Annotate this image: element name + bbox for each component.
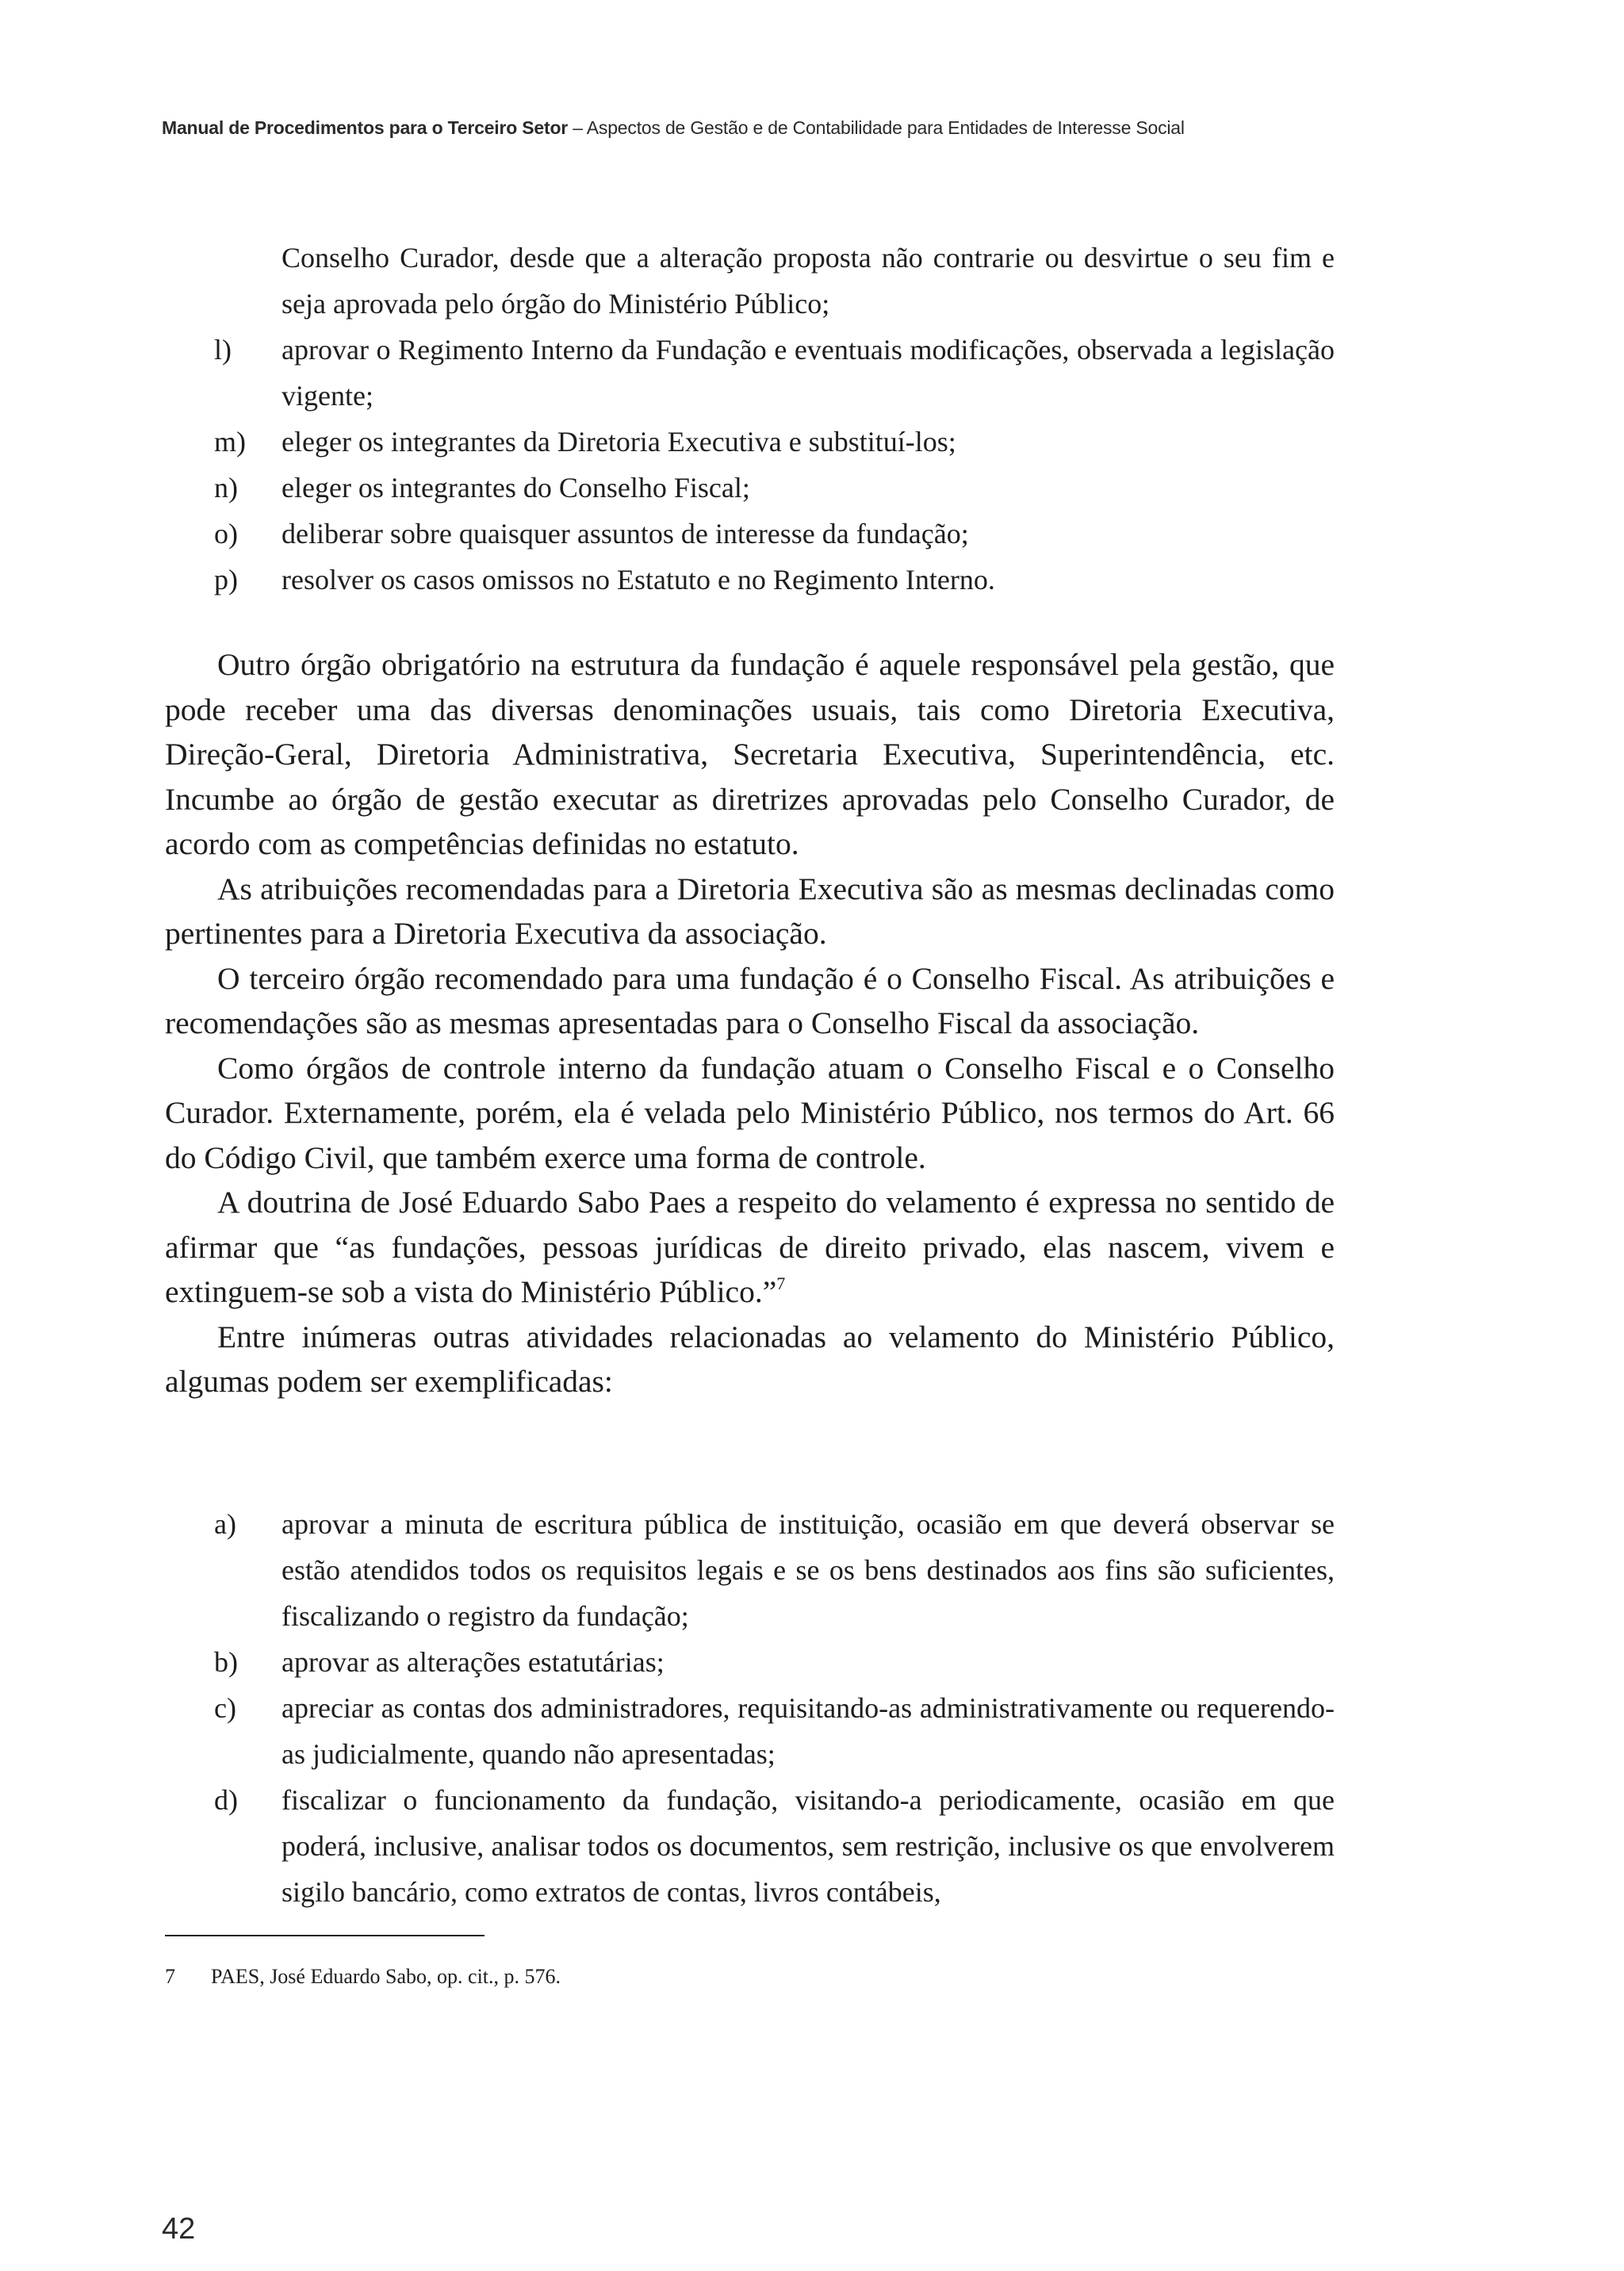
footnote-divider — [165, 1935, 485, 1936]
list-item-text: eleger os integrantes do Conselho Fiscal; — [282, 472, 750, 504]
running-header — [162, 117, 1478, 139]
list-item — [165, 1777, 1335, 1915]
list-item-text: eleger os integrantes da Diretoria Executiva e substituí-los; — [282, 426, 956, 458]
list-marker: n) — [214, 472, 238, 504]
header-title: Manual de Procedimentos para o Terceiro Setor — [162, 117, 569, 138]
footnote-reference[interactable]: 7 — [776, 1273, 786, 1293]
footnote — [165, 1963, 561, 1990]
list-item-text: deliberar sobre quaisquer assuntos de interesse da fundação; — [282, 518, 969, 550]
list-item — [165, 327, 1335, 419]
list-marker: c) — [214, 1692, 236, 1724]
list-item — [165, 1685, 1335, 1777]
list-item — [165, 1501, 1335, 1639]
competencies-list — [165, 235, 1335, 603]
list-item-continuation — [165, 235, 1335, 327]
paragraph: Entre inúmeras outras atividades relacionadas ao velamento do Ministério Público, algumas podem ser exemplificadas: — [165, 1319, 1335, 1399]
list-item-text: aprovar o Regimento Interno da Fundação e eventuais modificações, observada a legislação vigente; — [282, 334, 1335, 412]
list-marker: p) — [214, 564, 238, 596]
list-item — [165, 511, 1335, 557]
paragraph: Outro órgão obrigatório na estrutura da fundação é aquele responsável pela gestão, que pode receber uma das diversas denominações usuais, tais como Diretoria Executiva, Direção-Geral, Diretoria Administrativa, Secretaria Executiva, Superintendência, etc. Incumbe ao órgão de gestão executar as diretrizes aprovadas pelo Conselho Curador, de acordo com as competências definidas no estatuto. — [165, 647, 1335, 861]
list-item-text: aprovar a minuta de escritura pública de instituição, ocasião em que deverá observar se estão atendidos todos os requisitos legais e se os bens destinados aos fins são suficientes, fiscalizando o registro da fundação; — [282, 1508, 1335, 1632]
paragraph: O terceiro órgão recomendado para uma fundação é o Conselho Fiscal. As atribuições e recomendações são as mesmas apresentadas para o Conselho Fiscal da associação. — [165, 960, 1335, 1040]
paragraph: Como órgãos de controle interno da fundação atuam o Conselho Fiscal e o Conselho Curador. Externamente, porém, ela é velada pelo Ministério Público, nos termos do Art. 66 do Código Civil, que também exerce uma forma de controle. — [165, 1050, 1335, 1175]
body-text — [165, 642, 1335, 1404]
list-item-text: resolver os casos omissos no Estatuto e no Regimento Interno. — [282, 564, 995, 596]
list-item — [165, 557, 1335, 603]
list-item — [165, 465, 1335, 511]
list-item-text: fiscalizar o funcionamento da fundação, visitando-a periodicamente, ocasião em que poderá, inclusive, analisar todos os documentos, sem restrição, inclusive os que envolverem sigilo bancário, como extratos de contas, livros contábeis, — [282, 1784, 1335, 1908]
list-marker: d) — [214, 1784, 238, 1816]
paragraph: As atribuições recomendadas para a Diretoria Executiva são as mesmas declinadas como pertinentes para a Diretoria Executiva da associação. — [165, 871, 1335, 951]
list-marker: b) — [214, 1646, 238, 1678]
page-number: 42 — [162, 2212, 196, 2246]
list-marker: o) — [214, 518, 238, 550]
list-item — [165, 1639, 1335, 1685]
oversight-activities-list — [165, 1501, 1335, 1915]
footnote-text: PAES, José Eduardo Sabo, op. cit., p. 576. — [211, 1965, 561, 1988]
header-subtitle: – Aspectos de Gestão e de Contabilidade para Entidades de Interesse Social — [568, 117, 1185, 138]
footnote-number: 7 — [165, 1965, 175, 1988]
list-item-text: apreciar as contas dos administradores, requisitando-as administrativamente ou requerendo-as judicialmente, quando não apresentadas; — [282, 1692, 1335, 1770]
paragraph-with-footnote — [165, 1180, 1335, 1315]
list-item-text: Conselho Curador, desde que a alteração proposta não contrarie ou desvirtue o seu fim e seja aprovada pelo órgão do Ministério Público; — [282, 242, 1335, 320]
list-marker: m) — [214, 426, 246, 458]
list-marker: l) — [214, 334, 232, 366]
list-item — [165, 419, 1335, 465]
list-item-text: aprovar as alterações estatutárias; — [282, 1646, 665, 1678]
list-marker: a) — [214, 1508, 236, 1540]
paragraph-text: A doutrina de José Eduardo Sabo Paes a respeito do velamento é expressa no sentido de afirmar que “as fundações, pessoas jurídicas de direito privado, elas nascem, vivem e extinguem-se sob a vista do Ministério Público.” — [165, 1185, 1335, 1309]
